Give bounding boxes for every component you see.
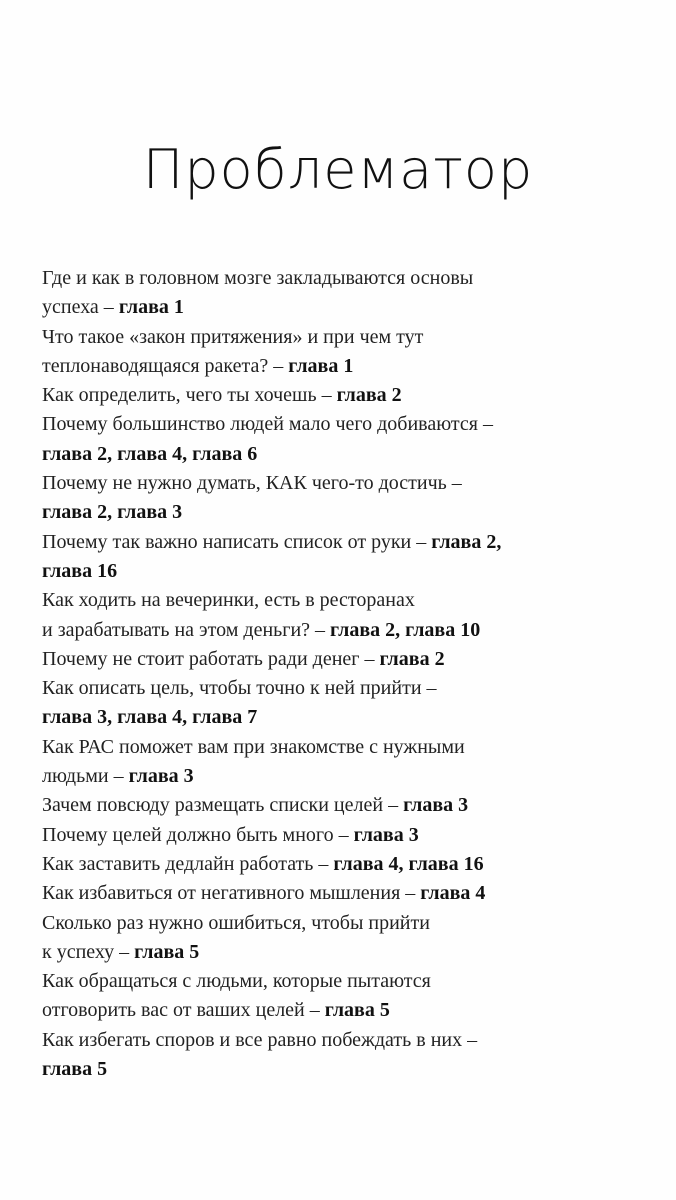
index-topic-text: людьми –: [42, 765, 129, 788]
chapter-ref: глава 16: [42, 559, 118, 582]
chapter-ref: глава 4: [420, 882, 486, 905]
chapter-ref: глава 2, глава 3: [42, 501, 183, 524]
chapter-ref: глава 2: [336, 384, 402, 407]
index-line: [42, 440, 642, 469]
index-line: [42, 586, 642, 615]
index-line: [42, 645, 642, 674]
chapter-ref: глава 3: [403, 794, 469, 817]
index-topic-text: Почему не нужно думать, КАК чего-то достичь –: [42, 472, 462, 495]
index-line: [42, 264, 642, 293]
index-line: [42, 791, 642, 820]
index-topic-text: Как описать цель, чтобы точно к ней прийти –: [42, 677, 437, 700]
index-topic-text: Почему большинство людей мало чего добиваются –: [42, 413, 493, 436]
index-line: [42, 498, 642, 527]
index-line: [42, 967, 642, 996]
index-line: [42, 616, 642, 645]
index-topic-text: Как избавиться от негативного мышления –: [42, 882, 421, 905]
chapter-ref: глава 2,: [431, 530, 502, 553]
index-line: [42, 528, 642, 557]
chapter-ref: глава 2: [379, 647, 445, 670]
index-line: [42, 821, 642, 850]
index-line: [42, 996, 642, 1025]
index-topic-text: Почему не стоит работать ради денег –: [42, 647, 380, 670]
index-topic-text: успеха –: [42, 296, 119, 319]
chapter-ref: глава 3: [353, 823, 419, 846]
index-line: [42, 469, 642, 498]
index-line: [42, 557, 642, 586]
index-line: [42, 352, 642, 381]
index-topic-text: теплонаводящаяся ракета? –: [42, 354, 289, 377]
index-topic-text: Почему так важно написать список от руки –: [42, 530, 432, 553]
index-topic-text: Как избегать споров и все равно побеждать в них –: [42, 1028, 478, 1051]
page-title: Проблематор: [142, 138, 534, 201]
chapter-ref: глава 2, глава 10: [330, 618, 481, 641]
index-line: [42, 879, 642, 908]
index-line: [42, 703, 642, 732]
index-topic-text: Что такое «закон притяжения» и при чем тут: [42, 325, 424, 348]
index-topic-text: Как заставить дедлайн работать –: [42, 852, 334, 875]
index-topic-text: Как обращаться с людьми, которые пытаются: [42, 970, 431, 993]
index-topic-text: и зарабатывать на этом деньги? –: [42, 618, 331, 641]
index-line: [42, 410, 642, 439]
index-topic-text: к успеху –: [42, 940, 135, 963]
chapter-ref: глава 5: [134, 940, 200, 963]
chapter-ref: глава 3: [128, 765, 194, 788]
index-line: [42, 323, 642, 352]
index-line: [42, 938, 642, 967]
index-topic-text: отговорить вас от ваших целей –: [42, 999, 325, 1022]
index-topic-text: Сколько раз нужно ошибиться, чтобы прийти: [42, 911, 430, 934]
index-line: [42, 909, 642, 938]
index-line: [42, 762, 642, 791]
index-line: [42, 293, 642, 322]
chapter-ref: глава 4, глава 16: [333, 852, 484, 875]
chapter-ref: глава 1: [118, 296, 184, 319]
chapter-ref: глава 1: [288, 354, 354, 377]
chapter-ref: глава 2, глава 4, глава 6: [42, 442, 258, 465]
index-line: [42, 1026, 642, 1055]
index-line: [42, 674, 642, 703]
chapter-ref: глава 5: [42, 1058, 108, 1081]
index-topic-text: Зачем повсюду размещать списки целей –: [42, 794, 404, 817]
index-topic-text: Как ходить на вечеринки, есть в ресторанах: [42, 589, 415, 612]
index-line: [42, 381, 642, 410]
index-topic-text: Где и как в головном мозге закладываются основы: [42, 267, 474, 289]
chapter-ref: глава 3, глава 4, глава 7: [42, 706, 258, 729]
index-line: [42, 733, 642, 762]
index-topic-text: Как РАС поможет вам при знакомстве с нужными: [42, 735, 465, 758]
index-line: [42, 850, 642, 879]
chapter-ref: глава 5: [324, 999, 390, 1022]
index-line: [42, 1055, 642, 1084]
index-topic-text: Как определить, чего ты хочешь –: [42, 384, 337, 407]
topic-index-list: [42, 264, 642, 1084]
index-topic-text: Почему целей должно быть много –: [42, 823, 354, 846]
